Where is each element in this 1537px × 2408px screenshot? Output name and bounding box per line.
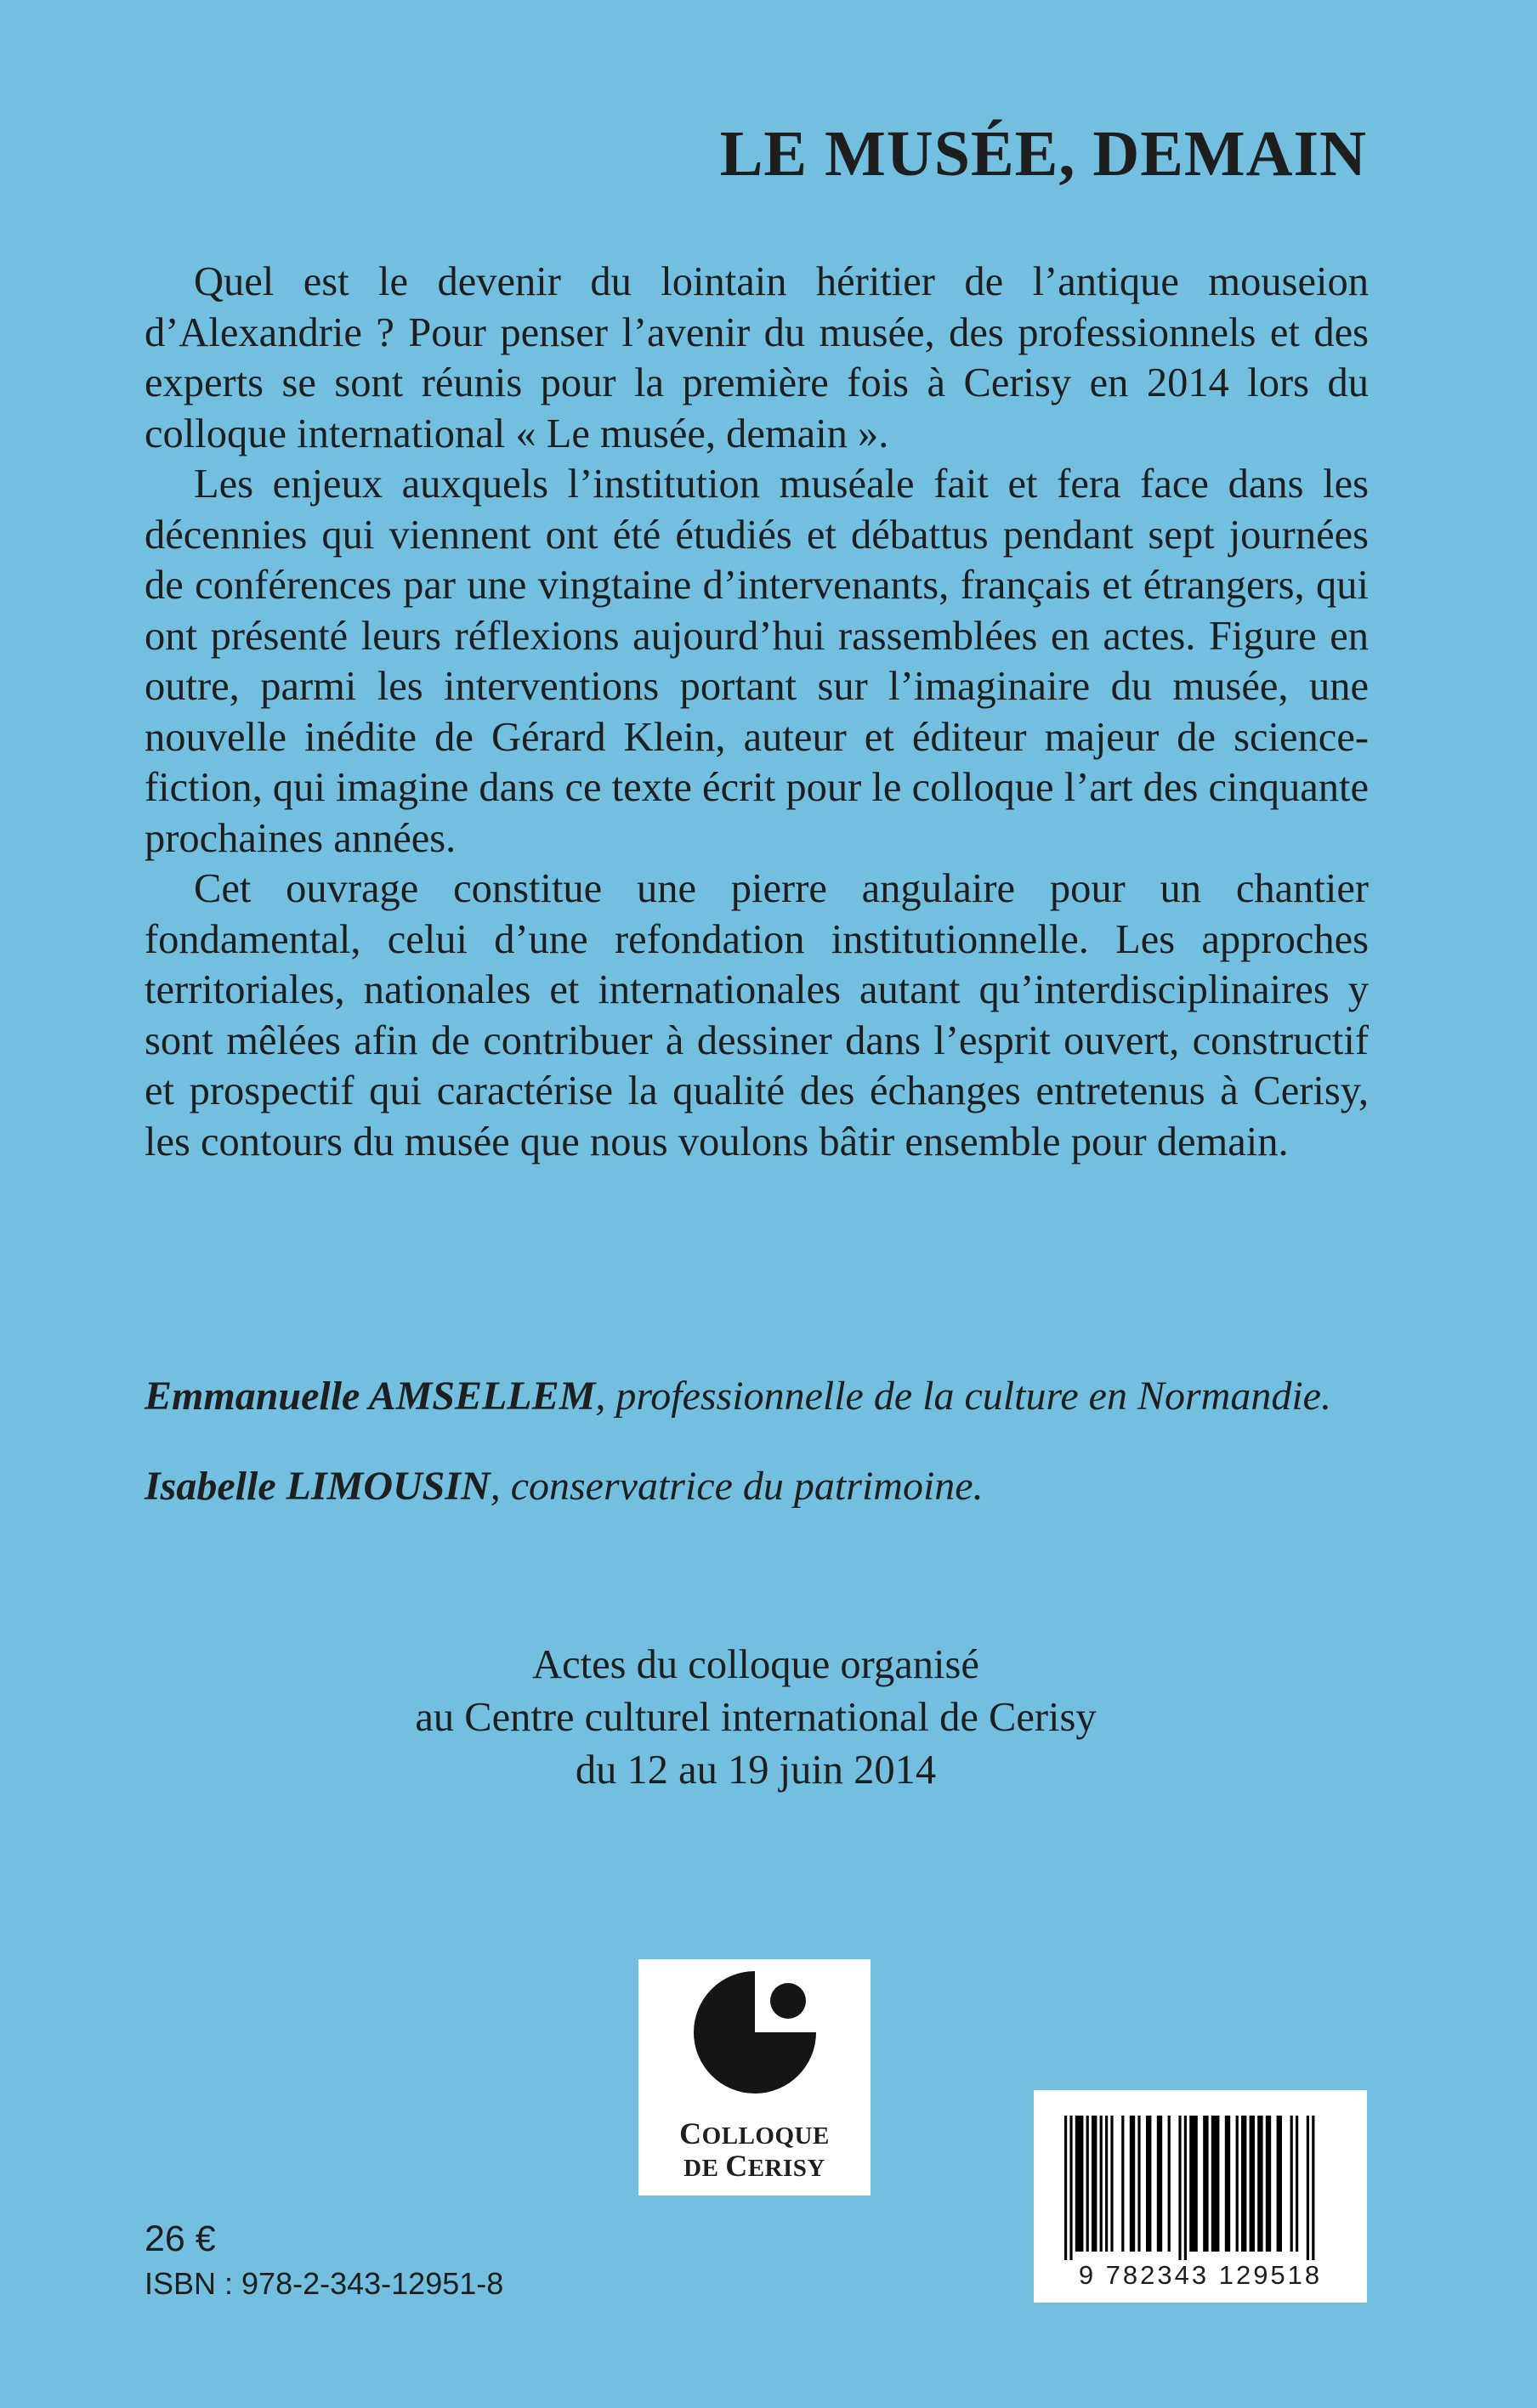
colloque-line-3: du 12 au 19 juin 2014 [575,1748,937,1793]
barcode-bar [1137,2116,1140,2252]
barcode-bar [1241,2116,1246,2252]
blurb-paragraph-3: Cet ouvrage constitue une pierre angulaire pour un chantier fondamental, celui d’une refondation institutionnelle. Les approches territoriales, nationales et internationales autant qu’interdisciplinaires y sont mêlées afin de contribuer à dessiner dans l’esprit ouvert, constructif et prospectif qui caractérise la qualité des échanges entretenus à Cerisy, les contours du musée que nous voulons bâtir ensemble pour demain. [145,866,1369,1164]
barcode-bar [1236,2116,1239,2252]
barcode-bar [1257,2116,1262,2252]
barcode-bar [1105,2116,1108,2252]
cerisy-emblem-icon [638,1959,871,2121]
barcode-bar [1266,2116,1271,2252]
barcode-bar [1157,2116,1162,2252]
barcode-bar [1178,2116,1181,2260]
barcode-bar [1290,2116,1293,2252]
barcode-digits: 9 782343 129518 [1078,2260,1323,2290]
author-name-2: Isabelle LIMOUSIN [145,1464,491,1509]
barcode-bar [1184,2116,1187,2260]
barcode-bar [1146,2116,1151,2252]
barcode-bar [1250,2116,1255,2252]
barcode-bar [1064,2116,1067,2260]
barcode-bar [1092,2116,1097,2252]
author-line-2 [145,1462,1403,1511]
barcode-bar [1121,2116,1124,2252]
barcode-bar [1168,2116,1171,2252]
barcode-bar [1189,2116,1198,2252]
authors-block [145,1372,1403,1552]
author-role-1: , professionnelle de la culture en Normandie. [595,1374,1331,1419]
colloque-line-1: Actes du colloque organisé [532,1642,979,1687]
logo-text-line-2: DE CERISY [683,2149,825,2183]
blurb-paragraph-1: Quel est le devenir du lointain héritier de l’antique mouseion d’Alexandrie ? Pour penser l’avenir du musée, des professionnels et des experts se sont réunis pour la première fois à Cerisy en 2014 lors du colloque international « Le musée, demain ». [145,259,1369,456]
author-line-1 [145,1372,1403,1421]
colloque-line-2: au Centre culturel international de Cerisy [415,1695,1097,1740]
barcode-bar [1130,2116,1135,2252]
barcode-bar [1075,2116,1084,2252]
author-name-1: Emmanuelle AMSELLEM [145,1374,596,1419]
barcode-bar [1110,2116,1113,2252]
barcode-bar [1069,2116,1072,2260]
isbn: ISBN : 978-2-343-12951-8 [145,2266,504,2301]
barcode-bar [1086,2116,1089,2252]
barcode-bar [1307,2116,1309,2260]
barcode-bar [1277,2116,1282,2252]
blurb-paragraph-2: Les enjeux auxquels l’institution muséale fait et fera face dans les décennies qui viennent ont été étudiés et débattus pendant sept journées de conférences par une vingtaine d’intervenants, français et étrangers, qui ont présenté leurs réflexions aujourd’hui rassemblées en actes. Figure en outre, parmi les interventions portant sur l’imaginaire du musée, une nouvelle inédite de Gérard Klein, auteur et éditeur majeur de science-fiction, qui imagine dans ce texte écrit pour le colloque l’art des cinquante prochaines années. [145,462,1369,861]
logo-text-line-1: COLLOQUE [679,2116,830,2150]
price: 26 € [145,2218,216,2259]
isbn-barcode [1034,2090,1367,2303]
barcode-bars [1034,2090,1367,2260]
book-title: LE MUSÉE, DEMAIN [719,118,1367,190]
barcode-bar [1211,2116,1220,2252]
barcode-bar [1100,2116,1103,2252]
barcode-bar [1312,2116,1314,2260]
barcode-bar [1203,2116,1208,2252]
back-cover-blurb [145,257,1369,1167]
barcode-bar [1225,2116,1230,2252]
barcode-bar [1296,2116,1298,2252]
colloque-info [0,1639,1511,1797]
colloque-de-cerisy-logo [638,1959,871,2196]
author-role-2: , conservatrice du patrimoine. [490,1464,984,1509]
